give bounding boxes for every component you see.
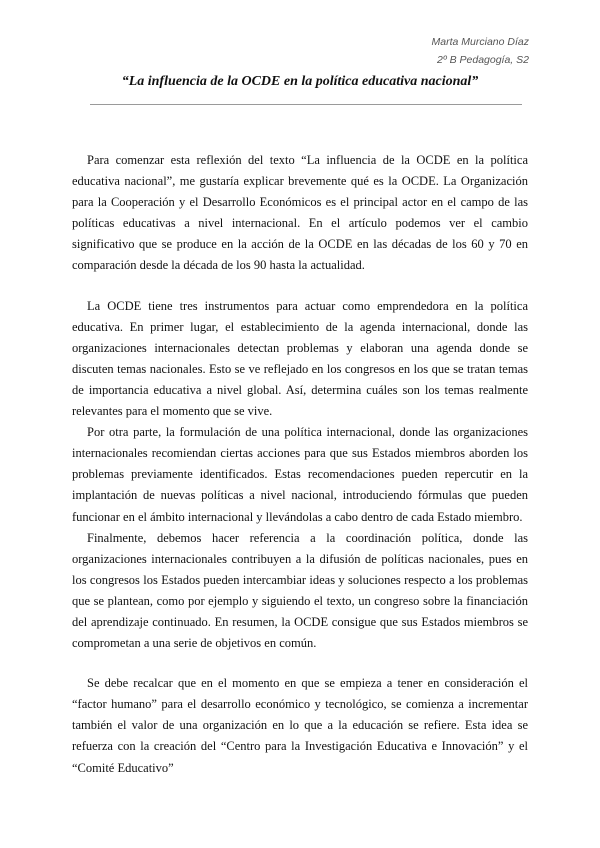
paragraph-formulation: Por otra parte, la formulación de una política internacional, donde las organizaciones internacionales recomiendan ciertas acciones para que sus Estados miembros aborden los problemas previamente identificados. Estas recomendaciones pueden repercutir en la implantación de nuevas políticas a nivel nacional, introduciendo fórmulas que pueden funcionar en el ámbito internacional y llevándolas a cabo dentro de cada Estado miembro.: [72, 425, 528, 524]
author-name: Marta Murciano Díaz: [431, 36, 529, 48]
paragraph-human-factor: Se debe recalcar que en el momento en que se empieza a tener en consideración el “factor humano” para el desarrollo económico y tecnológico, se comienza a incrementar también el valor de una organización en lo que a la educación se refiere. Esta idea se refuerza con la creación del “Centro para la Investigación Educativa e Innovación” y el “Comité Educativo”: [72, 676, 528, 775]
paragraph-intro: Para comenzar esta reflexión del texto “La influencia de la OCDE en la política educativa nacional”, me gustaría explicar brevemente qué es la OCDE. La Organización para la Cooperación y el Desarrollo Económicos es el principal actor en el campo de las políticas educativas a nivel internacional. En el artículo podemos ver el cambio significativo que se produce en la acción de la OCDE en las décadas de los 60 y 70 en comparación desde la década de los 90 hasta la actualidad.: [72, 153, 528, 273]
header-meta: [432, 33, 529, 69]
document-body: [72, 150, 528, 779]
title-divider: [90, 104, 522, 105]
paragraph-coordination: Finalmente, debemos hacer referencia a la coordinación política, donde las organizaciones internacionales contribuyen a la difusión de políticas nacionales, pues en los congresos los Estados pueden intercambiar ideas y soluciones respecto a los problemas que se plantean, como por ejemplo y siguiendo el texto, un congreso sobre la financiación del aprendizaje continuado. En resumen, la OCDE consigue que sus Estados miembros se comprometan a una serie de objetivos en común.: [72, 530, 528, 651]
paragraph-instruments: La OCDE tiene tres instrumentos para actuar como emprendedora en la política educativa. En primer lugar, el establecimiento de la agenda internacional, donde las organizaciones internacionales detectan problemas y elaboran una agenda donde se discuten temas nacionales. Esto se ve reflejado en los congresos en los que se tratan temas de importancia educativa a nivel global. Así, determina cuáles son los temas realmente relevantes para el momento que se vive.: [72, 298, 528, 419]
document-title: “La influencia de la OCDE en la política educativa nacional”: [121, 74, 479, 89]
course-group: 2º B Pedagogía, S2: [437, 54, 529, 66]
